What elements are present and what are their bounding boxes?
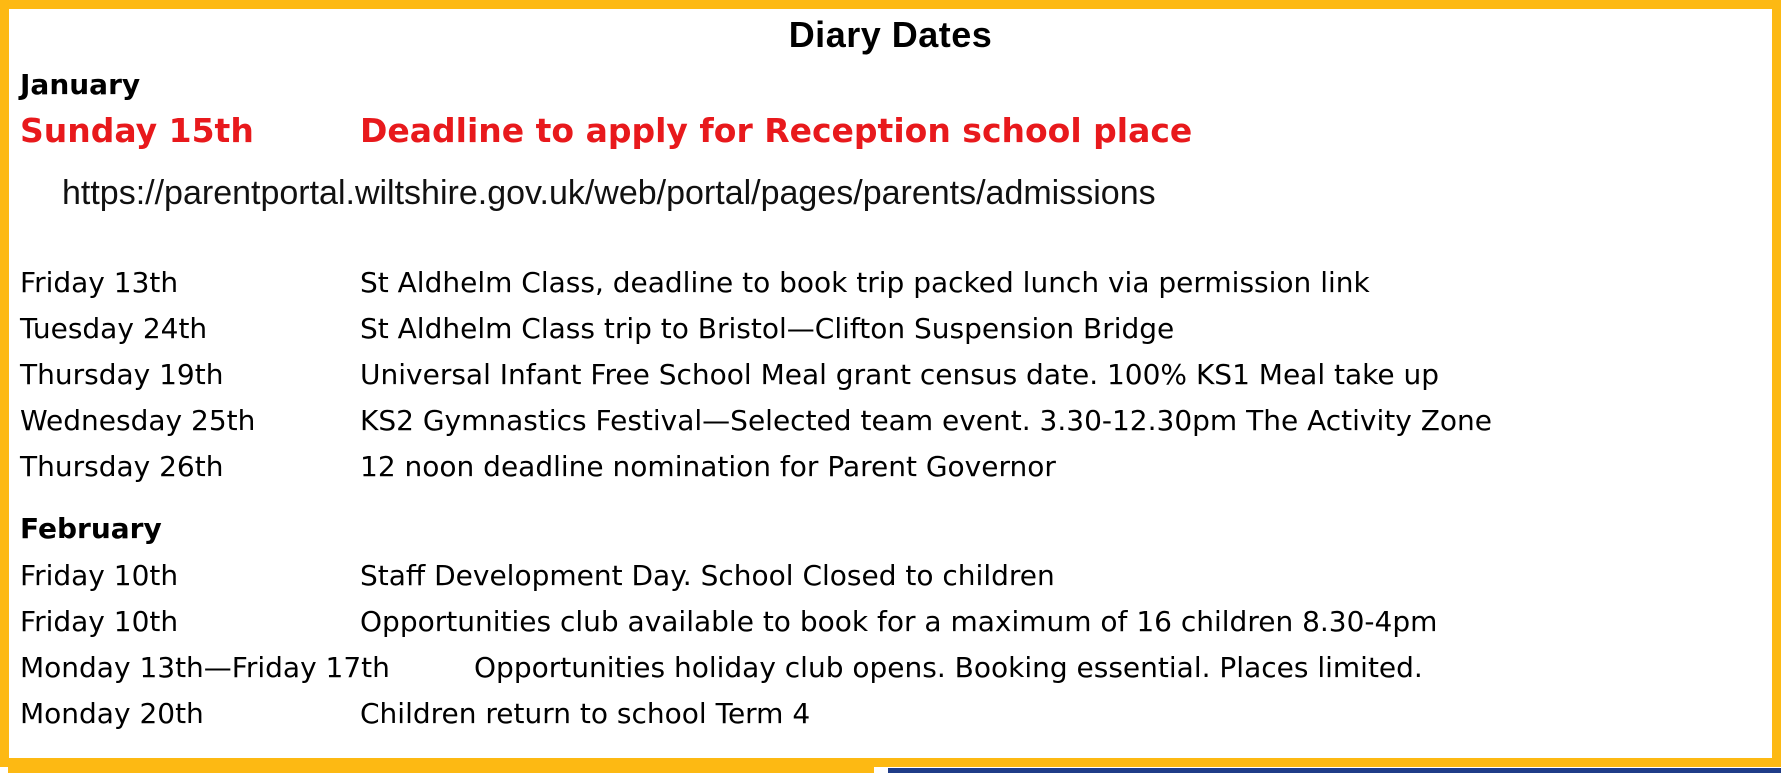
entry-event: Universal Infant Free School Meal grant census date. 100% KS1 Meal take up bbox=[360, 358, 1440, 391]
entry-date: Monday 20th bbox=[20, 697, 204, 730]
entry-event: Children return to school Term 4 bbox=[360, 697, 811, 730]
entry-date: Thursday 19th bbox=[20, 358, 224, 391]
entry-event: 12 noon deadline nomination for Parent Governor bbox=[360, 450, 1056, 483]
list-item bbox=[0, 266, 1760, 306]
page-title: Diary Dates bbox=[788, 14, 993, 55]
entry-event: St Aldhelm Class, deadline to book trip packed lunch via permission link bbox=[360, 266, 1370, 299]
entry-event: KS2 Gymnastics Festival—Selected team event. 3.30-12.30pm The Activity Zone bbox=[360, 404, 1492, 437]
entry-date: Wednesday 25th bbox=[20, 404, 256, 437]
list-item bbox=[0, 358, 1760, 398]
list-item bbox=[0, 697, 1760, 737]
entry-date: Thursday 26th bbox=[20, 450, 224, 483]
admissions-link[interactable]: https://parentportal.wiltshire.gov.uk/web/portal/pages/parents/admissions bbox=[62, 174, 1156, 212]
highlight-event: Deadline to apply for Reception school place bbox=[360, 111, 1193, 150]
bottom-rule-navy bbox=[888, 768, 1781, 773]
month-heading-january: January bbox=[20, 68, 141, 101]
list-item bbox=[0, 450, 1760, 490]
entry-date: Friday 10th bbox=[20, 559, 179, 592]
list-item bbox=[0, 605, 1760, 645]
list-item bbox=[0, 559, 1760, 599]
list-item bbox=[0, 651, 1760, 691]
entry-date: Monday 13th—Friday 17th bbox=[20, 651, 390, 684]
entry-event: St Aldhelm Class trip to Bristol—Clifton Suspension Bridge bbox=[360, 312, 1175, 345]
month-heading-february: February bbox=[20, 512, 162, 545]
highlight-date: Sunday 15th bbox=[20, 111, 254, 150]
bottom-rule-gold bbox=[8, 767, 874, 773]
entry-event: Staff Development Day. School Closed to children bbox=[360, 559, 1055, 592]
entry-event: Opportunities holiday club opens. Booking essential. Places limited. bbox=[474, 651, 1423, 684]
entry-date: Friday 13th bbox=[20, 266, 179, 299]
entry-date: Friday 10th bbox=[20, 605, 179, 638]
list-item bbox=[0, 404, 1760, 444]
entry-event: Opportunities club available to book for a maximum of 16 children 8.30-4pm bbox=[360, 605, 1438, 638]
list-item bbox=[0, 312, 1760, 352]
entry-date: Tuesday 24th bbox=[20, 312, 208, 345]
